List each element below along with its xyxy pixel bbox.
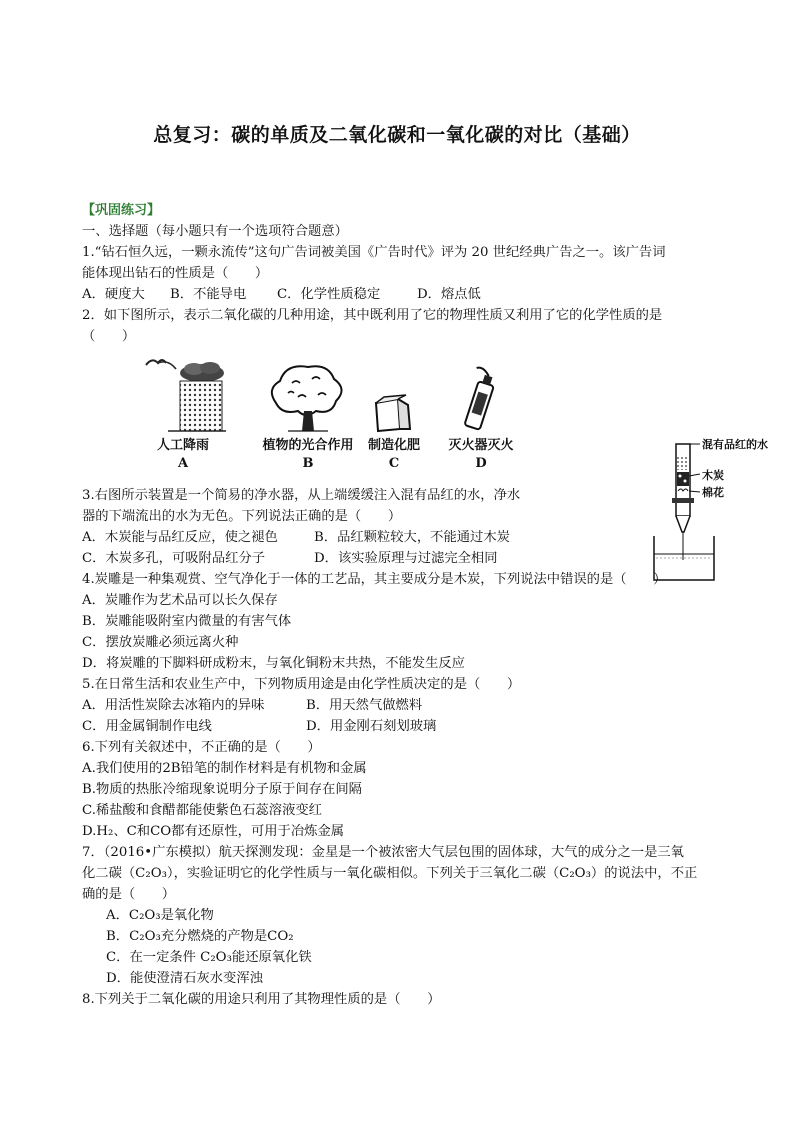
figure-c-letter: C [388,456,400,471]
figure-a-letter: A [177,456,189,471]
question-1-text-cont: 能体现出钻石的性质是（ ） [82,266,269,281]
water-purifier-figure [632,436,782,586]
page-title: 总复习：碳的单质及二氧化碳和一氧化碳的对比（基础） [153,124,641,146]
option-a: A．用活性炭除去冰箱内的异味 [82,698,265,713]
question-3-options-row-1 [82,527,722,548]
option-b: B.物质的热胀冷缩现象说明分子原于间存在间隔 [82,782,362,797]
option-a: A．木炭能与品红反应，使之褪色 [82,530,278,545]
option-c: C.稀盐酸和食醋都能使紫色石蕊溶液变红 [82,803,322,818]
figure-c-caption: 制造化肥 [367,438,420,453]
option-b: B．品红颗粒较大，不能通过木炭 [314,530,510,545]
option-d: D．将炭雕的下脚料研成粉末，与氧化铜粉末共热，不能发生反应 [82,656,465,671]
question-3-options-row-2 [82,548,722,569]
question-7-text-end: 确的是（ ） [82,887,176,902]
purifier-apparatus-icon [632,436,782,586]
figure-a [138,353,228,472]
option-a: A.我们使用的2B铅笔的制作材料是有机物和金属 [82,761,367,776]
option-d: D．熔点低 [417,287,481,302]
option-a: A．硬度大 [82,287,145,302]
option-c: C．摆放炭雕必须远离火种 [82,635,239,650]
question-5-options-row-1 [82,695,722,716]
option-d: D．能使澄清石灰水变浑浊 [106,971,263,986]
option-c: C．用金属铜制作电线 [82,719,212,734]
figure-b-caption: 植物的光合作用 [262,438,354,453]
question-6-text: 6.下列有关叙述中，不正确的是（ ） [82,740,321,755]
question-5-options-row-2 [82,716,722,737]
purifier-label-water: 混有品红的水 [702,438,768,451]
option-b: B．用天然气做燃料 [306,698,423,713]
question-3-text-cont: 器的下端流出的水为无色。下列说法正确的是（ ） [82,509,402,524]
option-d: D．用金刚石刻划玻璃 [306,719,437,734]
option-a: A．C₂O₃是氧化物 [106,908,214,923]
question-8-text: 8.下列关于二氧化碳的用途只利用了其物理性质的是（ ） [82,992,441,1007]
figure-c [354,353,434,472]
question-2-text: 2．如下图所示，表示二氧化碳的几种用途，其中既利用了它的物理性质又利用了它的化学性质的是 [82,308,663,323]
option-b: B．C₂O₃充分燃烧的产物是CO₂ [106,929,294,944]
question-2-text-cont: （ ） [82,329,136,344]
part-one-heading: 一、选择题（每小题只有一个选项符合题意） [82,224,348,239]
question-1-text: 1.“钻石恒久远，一颗永流传”这句广告词被美国《广告时代》评为 20 世纪经典广告之一。该广告词 [82,245,666,260]
question-4-text: 4.炭雕是一种集观赏、空气净化于一体的工艺品，其主要成分是木炭，下列说法中错误的是（ ） [82,572,667,587]
tree-icon [258,353,358,435]
question-3-text: 3.右图所示装置是一个简易的净水器，从上端缓缓注入混有品红的水，净水 [82,488,521,503]
section-tag: 【巩固练习】 [82,203,161,218]
figure-a-caption: 人工降雨 [156,438,209,453]
co2-uses-figure [82,353,722,475]
fertilizer-bag-icon [354,353,434,435]
option-c: C．木炭多孔，可吸附品红分子 [82,551,266,566]
option-d: D.H₂、C和CO都有还原性，可用于冶炼金属 [82,824,345,839]
option-c: C．化学性质稳定 [277,287,381,302]
figure-b [258,353,358,472]
question-7-text: 7．（2016•广东模拟）航天探测发现：金星是一个被浓密大气层包围的固体球，大气的成分之一是三氧 [82,845,684,860]
question-5-text: 5.在日常生活和农业生产中，下列物质用途是由化学性质决定的是（ ） [82,677,521,692]
figure-b-letter: B [302,456,314,471]
figure-d [436,353,526,472]
option-c: C．在一定条件 C₂O₃能还原氧化铁 [106,950,312,965]
figure-d-letter: D [475,456,487,471]
option-b: B．炭雕能吸附室内微量的有害气体 [82,614,292,629]
question-1-options [82,284,722,305]
fire-extinguisher-icon [436,353,526,435]
figure-d-caption: 灭火器灭火 [448,438,514,453]
rain-cloud-icon [138,353,228,435]
purifier-label-cotton: 棉花 [702,486,724,499]
purifier-label-charcoal: 木炭 [702,469,724,482]
option-d: D．该实验原理与过滤完全相同 [314,551,498,566]
option-b: B．不能导电 [170,287,247,302]
exercise-content [82,200,722,1010]
question-7-text-cont: 化二碳（C₂O₃），实验证明它的化学性质与一氧化碳相似。下列关于三氧化二碳（C₂O₃）的说法中，不正 [82,866,698,881]
option-a: A．炭雕作为艺术品可以长久保存 [82,593,278,608]
